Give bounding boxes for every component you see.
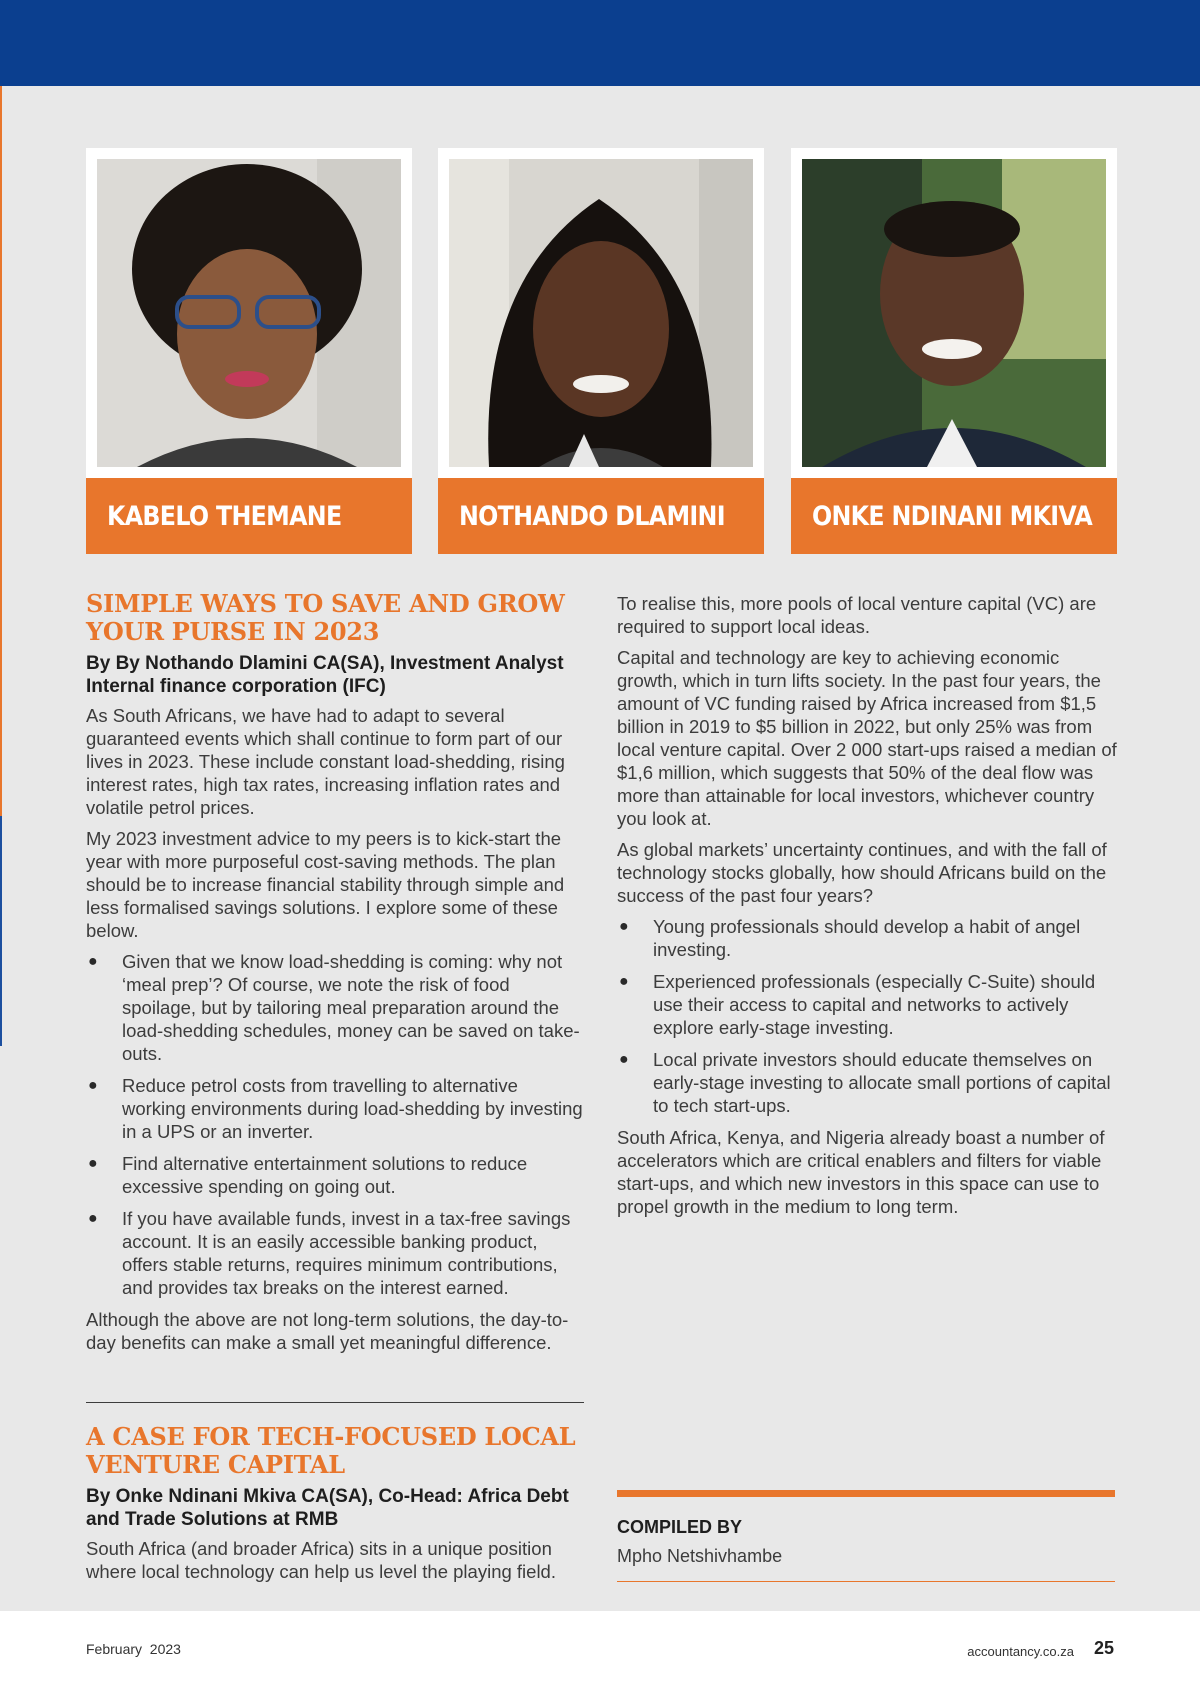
header-band [0,0,1200,86]
compiler-name: Mpho Netshivhambe [617,1546,783,1566]
photo-frame [791,148,1117,478]
profile-name: NOTHANDO DLAMINI [459,500,725,532]
profile-card-onke [791,148,1117,554]
compiled-top-rule [617,1490,1115,1497]
list-item-text: Experienced professionals (especially C-Suite) should use their access to capital and networks to actively explore early-stage investing. [653,971,1096,1038]
paragraph: My 2023 investment advice to my peers is to kick-start the year with more purposeful cost-saving methods. The plan should be to increase financial stability through simple and less formalised savings solutions. I explore some of these below. [86,828,565,941]
bullet-icon: ● [88,1210,98,1227]
compiled-label: COMPILED BY [617,1517,743,1537]
profile-name: KABELO THEMANE [107,500,342,532]
profile-name-bar [438,478,764,554]
article-title: A CASE FOR TECH-FOCUSED LOCAL VENTURE CAPITAL [86,1422,576,1479]
list-item [86,1074,586,1143]
list-item-text: If you have available funds, invest in a tax-free savings account. It is an easily accessible banking product, offers stable returns, requires minimum contributions, and provides tax breaks on the interest earned. [122,1208,571,1298]
list-item-text: Reduce petrol costs from travelling to alternative working environments during load-shedding by investing in a UPS or an inverter. [122,1075,583,1142]
bullet-icon: ● [88,1155,98,1172]
list-item [617,915,1117,961]
bullet-list [617,915,1117,1117]
portrait-photo [97,159,401,467]
list-item [86,1207,586,1299]
paragraph: To realise this, more pools of local venture capital (VC) are required to support local ideas. [617,593,1097,637]
article-savings [86,590,586,1354]
article-byline: By By Nothando Dlamini CA(SA), Investment Analyst Internal finance corporation (IFC) [86,653,564,697]
paragraph: Although the above are not long-term solutions, the day-to-day benefits can make a small yet meaningful difference. [86,1309,569,1353]
bullet-icon: ● [619,1051,629,1068]
page-footer [0,1611,1200,1696]
issue-date: February 2023 [86,1641,181,1657]
paragraph: As global markets’ uncertainty continues, and with the fall of technology stocks globally, how should Africans build on the success of the past four years? [617,839,1107,906]
profile-card-kabelo [86,148,412,554]
list-item-text: Given that we know load-shedding is coming: why not ‘meal prep’? Of course, we note the risk of food spoilage, but by tailoring meal preparation around the load-shedding schedules, money can be saved on take-outs. [122,951,580,1064]
profile-name: ONKE NDINANI MKIVA [812,500,1093,532]
profile-card-nothando [438,148,764,554]
article-title: SIMPLE WAYS TO SAVE AND GROW YOUR PURSE IN 2023 [86,589,565,646]
bullet-icon: ● [619,973,629,990]
profile-name-bar [86,478,412,554]
portrait-photo [449,159,753,467]
compiled-by-box [617,1490,1115,1582]
photo-frame [438,148,764,478]
list-item [617,1048,1117,1117]
page-number: 25 [1093,1638,1114,1658]
list-item-text: Young professionals should develop a habit of angel investing. [653,916,1081,960]
bullet-icon: ● [88,1077,98,1094]
bullet-icon: ● [619,918,629,935]
paragraph: South Africa, Kenya, and Nigeria already boast a number of accelerators which are critical enablers and filters for viable start-ups, and which new investors in this space can use to propel growth in the medium to long term. [617,1127,1105,1217]
article-venture-capital [86,1423,586,1583]
profile-name-bar [791,478,1117,554]
paragraph: Capital and technology are key to achieving economic growth, which in turn lifts society. In the past four years, the amount of VC funding raised by Africa increased from $1,5 billion in 2019 to $5 billion in 2022, but only 25% was from local venture capital. Over 2 000 start-ups raised a median of $1,6 million, which suggests that 50% of the deal flow was more than attainable for local investors, whichever country you look at. [617,647,1117,829]
list-item [86,950,586,1065]
bullet-list [86,950,586,1299]
photo-frame [86,148,412,478]
website-link[interactable]: accountancy.co.za [967,1644,1074,1659]
bullet-icon: ● [88,953,98,970]
list-item [86,1152,586,1198]
article-venture-capital-continued [617,590,1117,1218]
article-byline: By Onke Ndinani Mkiva CA(SA), Co-Head: Africa Debt and Trade Solutions at RMB [86,1486,569,1530]
list-item-text: Local private investors should educate themselves on early-stage investing to allocate small portions of capital to tech start-ups. [653,1049,1111,1116]
list-item-text: Find alternative entertainment solutions to reduce excessive spending on going out. [122,1153,528,1197]
section-divider [86,1402,584,1403]
paragraph: South Africa (and broader Africa) sits in a unique position where local technology can help us level the playing field. [86,1538,556,1582]
left-edge-accent-blue [0,816,2,1046]
paragraph: As South Africans, we have had to adapt to several guaranteed events which shall continue to form part of our lives in 2023. These include constant load-shedding, rising interest rates, high tax rates, increasing inflation rates and volatile petrol prices. [86,705,565,818]
left-edge-accent [0,86,2,816]
portrait-photo [802,159,1106,467]
list-item [617,970,1117,1039]
compiled-bottom-rule [617,1581,1115,1582]
